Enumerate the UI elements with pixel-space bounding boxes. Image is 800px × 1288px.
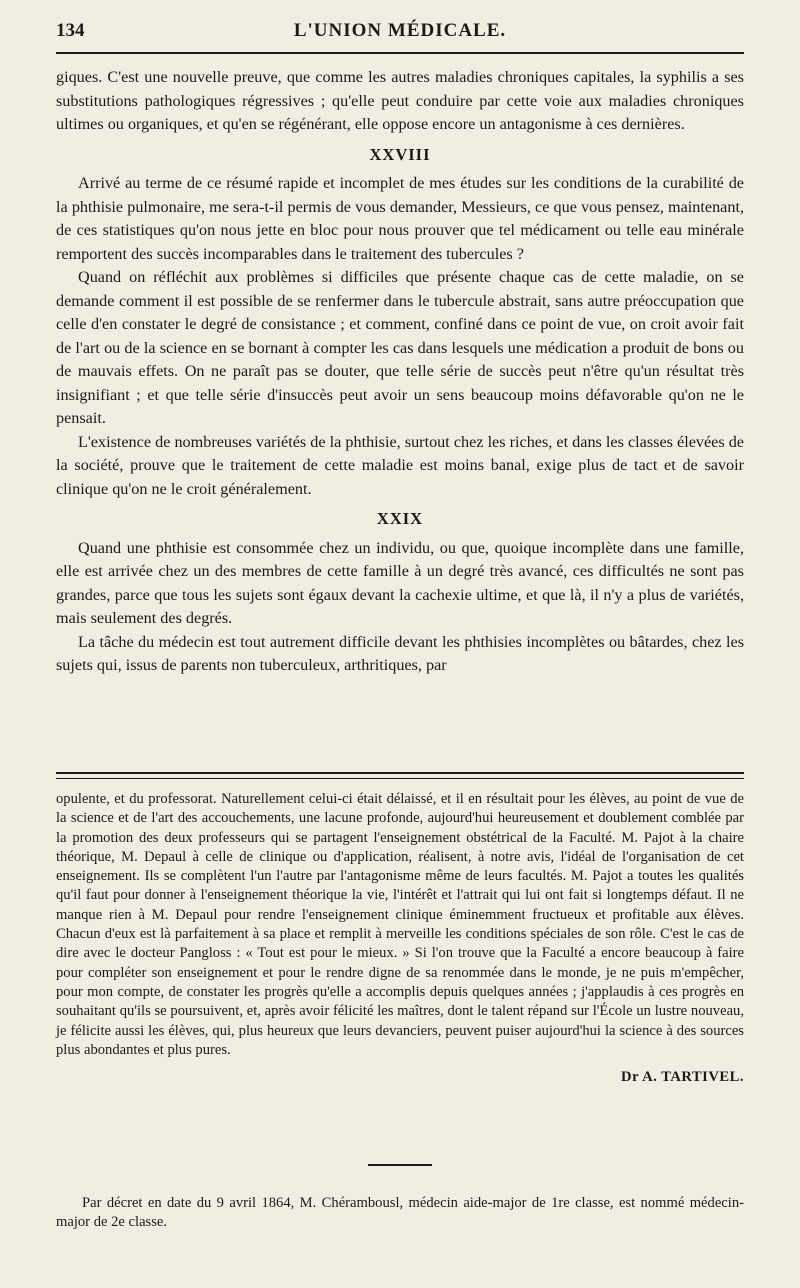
author-signature: Dr A. TARTIVEL. [621,1069,744,1086]
running-header [56,20,744,48]
page-number: 134 [56,20,85,41]
paragraph: La tâche du médecin est tout autrement difficile devant les phthisies incomplètes ou bâtardes, chez les sujets qui, issus de parents non tuberculeux, arthritiques, par [56,632,744,674]
feuilleton-text: opulente, et du professorat. Naturellement celui-ci était délaissé, et il en résultait pour les élèves, au point de vue de la science et de l'art des accouchements, une lacune profonde, aujourd'hui heureusement et doublement comblée par la promotion des deux professeurs qui se partagent l'enseignement obstétrical de la Faculté. M. Pajot à la chaire théorique, M. Depaul à celle de clinique ou d'application, réalisent, à notre avis, l'idéal de l'organisation de cet enseignement. Ils se complètent l'un l'autre par l'antagonisme même de leurs facultés. M. Pajot a toutes les qualités qu'il faut pour donner à l'enseignement théorique la vie, l'intérêt et l'attrait qui lui ont fait si longtemps défaut. Il ne manque rien à M. Depaul pour rendre l'enseignement clinique éminemment fructueux et profitable aux élèves. Chacun d'eux est là parfaitement à sa place et remplit à merveille les conditions spéciales de son rôle. C'est le cas de dire avec le docteur Pangloss : « Tout est pour le mieux. » Si l'on trouve que la Faculté a encore beaucoup à faire pour compléter son enseignement et pour le rendre digne de sa renommée dans le monde, je ne puis m'empêcher, pour mon compte, de constater les progrès qu'elle a accomplis depuis quelques années ; j'applaudis à ces progrès en souhaitant qu'ils se poursuivent, et, après avoir félicité les maîtres, dont le talent répand sur l'École un lustre nouveau, je félicite aussi les élèves, qui, plus heureux que leurs devanciers, peuvent puiser aujourd'hui la science à des sources plus abondantes et plus pures. [56,791,744,1058]
paragraph: L'existence de nombreuses variétés de la phthisie, surtout chez les riches, et dans les classes élevées de la société, prouve que le traitement de cette maladie est moins banal, exige plus de tact et de savoir clinique qu'on ne le croit généralement. [56,432,744,498]
decree-notice [56,1194,744,1233]
feuilleton [56,790,744,1087]
article-body [56,66,744,678]
paragraph: Quand on réfléchit aux problèmes si difficiles que présente chaque cas de cette maladie, on se demande comment il est possible de se renfermer dans le tubercule abstrait, sans autre préoccupation que celle d'en constater le degré de consistance ; et comment, confiné dans ce point de vue, on croit avoir fait de l'art ou de la science en se bornant à compter les cas dans lesquels une médication a produit de bons ou de mauvais effets. On ne paraît pas se douter, que telle série de succès peut n'être qu'un résultat très insignifiant ; et que telle série d'insuccès peut avoir un sens beaucoup moins défavorable qu'on ne le pensait. [56,268,744,427]
paragraph-continuation: giques. C'est une nouvelle preuve, que comme les autres maladies chroniques capitales, la syphilis a ses substitutions pathologiques régressives ; qu'elle peut conduire par cette voie aux maladies chroniques ultimes ou organiques, et qu'en se régénérant, elle oppose encore un antagonisme à ces dernières. [56,68,744,133]
paragraph: Arrivé au terme de ce résumé rapide et incomplet de mes études sur les conditions de la curabilité de la phthisie pulmonaire, me sera-t-il permis de vous demander, Messieurs, ce que vous pensez, maintenant, de ces statistiques qu'on nous jette en bloc pour nous prouver que tel médicament ou telle eau minérale remportent des succès incomparables dans le traitement des tubercules ? [56,174,744,263]
header-rule [56,52,744,54]
journal-title: L'UNION MÉDICALE. [293,20,507,41]
section-divider [368,1164,432,1166]
decree-text: Par décret en date du 9 avril 1864, M. Chérambousl, médecin aide-major de 1re classe, est nommé médecin-major de 2e classe. [56,1195,744,1231]
section-heading-xxix: XXIX [376,509,424,528]
feuilleton-separator [56,772,744,779]
paragraph: Quand une phthisie est consommée chez un individu, ou que, quoique incomplète dans une famille, elle est arrivée chez un des membres de cette famille à un degré très avancé, ces difficultés ne sont pas grandes, parce que tous les sujets sont égaux devant la cachexie ultime, et que là, il n'y a plus de variétés, mais seulement des degrés. [56,538,744,627]
section-heading-xxviii: XXVIII [369,144,431,164]
